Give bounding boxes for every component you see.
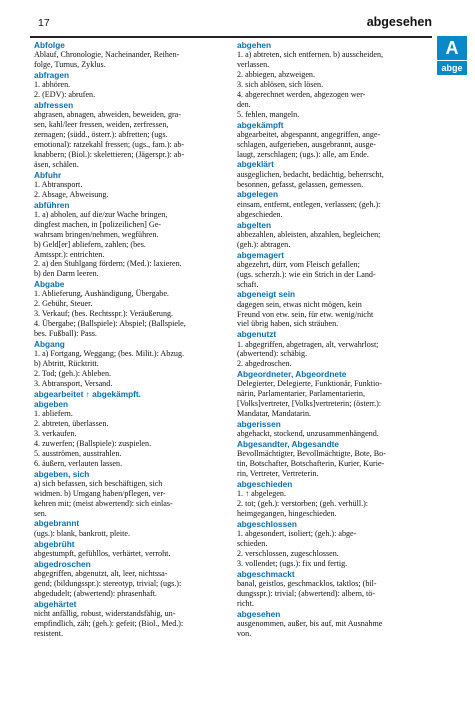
entry-definition-line: laugt, zerschlagen; (ugs.): alle, am Ende. (237, 149, 369, 159)
dictionary-entry (237, 159, 435, 189)
left-column (34, 40, 232, 639)
entry-definition-line: b) Geld[er] abliefern, zahlen; (bes. (34, 239, 146, 249)
dictionary-entry (34, 170, 232, 200)
entry-definition-line: 3. Abtransport, Versand. (34, 378, 113, 388)
entry-definition-line: (abwertend): schäbig. (237, 349, 308, 359)
entry-definition-line: Amtsspr.): entrichten. (34, 249, 105, 259)
entry-definition-line: 1. a) Fortgang, Weggang; (bes. Milit.): Abzug. (34, 349, 185, 359)
entry-definition-line: sen. (34, 508, 47, 518)
entry-definition-line: wahrsam bringen/nehmen, wegführen. (34, 229, 159, 239)
entry-definition-line: dungsspr.): trivial; (abwertend): albern, tö- (237, 589, 376, 598)
entry-headword: abgehärtet (34, 598, 77, 609)
entry-definition-line: gend; (bildungsspr.): stereotyp, trivial; (ugs.): (34, 578, 182, 588)
entry-definition-line: 2. Gebühr, Steuer. (34, 299, 93, 309)
dictionary-entry (34, 279, 232, 339)
dictionary-entry (237, 479, 435, 519)
entry-definition-line: besonnen, gefasst, gelassen, gemessen. (237, 179, 364, 189)
entry-definition-line: (ugs. scherzh.): wie ein Strich in der Land- (237, 269, 376, 279)
page-number: 17 (38, 17, 50, 29)
entry-definition-line: [Volks]vertreter, [Volks]vertreterin; (österr.): (237, 399, 382, 409)
entry-definition-line: rin, Vertreter, Vertreterin. (237, 469, 319, 479)
entry-definition-line: b) den Darm leeren. (34, 269, 99, 279)
entry-definition-line: 2. a) den Stuhlgang fördern; (Med.): laxieren. (34, 259, 182, 269)
entry-definition-line: ausgenommen, außer, bis auf, mit Ausnahme (237, 619, 383, 629)
entry-headword: abgesehen (237, 608, 281, 619)
dictionary-entry (34, 469, 232, 519)
entry-definition-line: 1. a) abtreten, sich entfernen. b) ausscheiden, (237, 50, 384, 60)
dictionary-entry (237, 609, 435, 639)
entry-definition-line: abgezehrt, dürr, vom Fleisch gefallen; (237, 259, 360, 269)
dictionary-entry (34, 599, 232, 639)
entry-headword: abgearbeitet ↑ abgekämpft. (34, 388, 141, 399)
entry-definition-line: dagegen sein, etwas nicht mögen, kein (237, 299, 362, 309)
entry-headword: abgehen (237, 40, 272, 50)
entry-definition-line: 1. ↑ abgelegen. (237, 489, 286, 499)
entry-headword: abgekämpft (237, 119, 284, 130)
entry-definition-line: abgearbeitet, abgespannt, angegriffen, ange- (237, 129, 381, 139)
entry-definition-line: bes. Fußball): Pass. (34, 329, 97, 339)
entry-definition-line: empfindlich, zäh; (geh.): gefeit; (Biol., Med.): (34, 618, 184, 628)
entry-definition-line: abgehackt, stockend, unzusammenhängend. (237, 429, 379, 439)
dictionary-entry (237, 40, 435, 120)
entry-definition-line: heimgegangen, hingeschieden. (237, 509, 337, 519)
entry-definition-line: äsen, schälen. (34, 159, 79, 169)
entry-definition-line: abbezahlen, ableisten, abzahlen, begleichen; (237, 229, 381, 239)
entry-headword: abgeschmackt (237, 568, 295, 579)
dictionary-entry (237, 369, 435, 419)
entry-definition-line: abgegriffen, abgenutzt, alt, leer, nichtssa- (34, 568, 168, 578)
dictionary-entry (237, 439, 435, 479)
entry-headword: abgeneigt sein (237, 289, 296, 300)
thumb-tab-word: abge (437, 61, 467, 75)
entry-definition-line: 1. a) abholen, auf die/zur Wache bringen, (34, 209, 168, 219)
entry-headword: abfragen (34, 70, 70, 81)
entry-definition-line: folge, Turnus, Zyklus. (34, 60, 106, 70)
dictionary-entry (237, 569, 435, 609)
entry-headword: Abfolge (34, 40, 65, 50)
entry-headword: Abgabe (34, 279, 65, 290)
entry-headword: abgeschlossen (237, 519, 297, 530)
entry-headword: Abgeordneter, Abgeordnete (237, 369, 347, 380)
entry-definition-line: knabbern; (Biol.): skelettieren; (Jägerspr.): ab- (34, 149, 185, 159)
entry-headword: Abgesandter, Abgesandte (237, 439, 340, 450)
dictionary-entry (34, 559, 232, 599)
dictionary-entry (34, 70, 232, 100)
entry-headword: abgeben, sich (34, 468, 90, 479)
entry-headword: abgemagert (237, 249, 285, 260)
entry-definition-line: 4. zuwerfen; (Ballspiele): zuspielen. (34, 438, 152, 448)
thumb-tab-letter: A (437, 36, 467, 60)
entry-definition-line: 2. (EDV): abrufen. (34, 90, 96, 100)
entry-definition-line: 3. verkaufen. (34, 429, 77, 439)
entry-definition-line: verlassen. (237, 60, 270, 70)
dictionary-entry (237, 329, 435, 369)
entry-definition-line: Bevollmächtigter, Bevollmächtigte, Bote, Bo- (237, 449, 386, 459)
entry-definition-line: banal, geistlos, geschmacklos, taktlos; (bil- (237, 579, 377, 589)
entry-definition-line: b) Abtritt, Rücktritt. (34, 359, 99, 369)
entry-definition-line: 3. vollendet; (ugs.): fix und fertig. (237, 558, 348, 568)
dictionary-entry (34, 339, 232, 389)
entry-definition-line: 2. Absage, Abweisung. (34, 189, 109, 199)
entry-headword: abgerissen (237, 419, 281, 430)
dictionary-entry (237, 189, 435, 219)
entry-headword: Abgang (34, 338, 65, 349)
entry-definition-line: einsam, entfernt, entlegen, verlassen; (geh.): (237, 199, 381, 209)
dictionary-entry (34, 40, 232, 70)
page-header (26, 13, 436, 35)
entry-headword: abgebrannt (34, 518, 80, 529)
entry-headword: abgebrüht (34, 538, 75, 549)
entry-definition-line: 3. Verkauf; (bes. Rechtsspr.): Veräußerung. (34, 309, 174, 319)
entry-headword: abgenutzt (237, 329, 277, 340)
entry-definition-line: nicht anfällig, robust, widerstandsfähig, un- (34, 608, 176, 618)
entry-definition-line: abgrasen, abnagen, abweiden, beweiden, gra- (34, 110, 181, 120)
entry-definition-line: 2. Tod; (geh.): Ableben. (34, 368, 112, 378)
entry-definition-line: 3. sich ablösen, sich lösen. (237, 79, 324, 89)
entry-definition-line: zernagen; (südd., österr.): abfretten; (ugs. (34, 130, 168, 140)
dictionary-entry (34, 200, 232, 280)
entry-definition-line: 4. Übergabe; (Ballspiele): Abspiel; (Ballspiele, (34, 319, 186, 329)
entry-headword: abgeschieden (237, 479, 293, 490)
entry-definition-line: schlagen, aufgerieben, ausgebrannt, ausge- (237, 139, 376, 149)
header-rule (30, 36, 432, 38)
entry-definition-line: schaft. (237, 279, 259, 289)
dictionary-entry (34, 539, 232, 559)
entry-definition-line: emotional): ratzekahl fressen; (ugs., fam.): ab- (34, 139, 185, 149)
dictionary-entry (34, 100, 232, 170)
entry-definition-line: den. (237, 99, 251, 109)
entry-definition-line: 2. abbiegen, abzweigen. (237, 70, 315, 80)
entry-definition-line: 2. abgedroschen. (237, 359, 292, 369)
dictionary-entry (237, 250, 435, 290)
entry-definition-line: richt. (237, 598, 254, 608)
entry-headword: abgedroschen (34, 558, 91, 569)
entry-definition-line: 1. Abtransport. (34, 179, 83, 189)
entry-headword: abgeklärt (237, 159, 274, 170)
entry-definition-line: Delegierter, Delegierte, Funktionär, Funktio- (237, 379, 382, 389)
entry-definition-line: 2. abtreten, überlassen. (34, 419, 109, 429)
entry-definition-line: Freund von etw. sein, für etw. wenig/nicht (237, 309, 374, 319)
entry-definition-line: abgestumpft, gefühllos, verhärtet, verroht. (34, 548, 171, 558)
entry-headword: abführen (34, 199, 70, 210)
entry-definition-line: Mandatar, Mandatarin. (237, 409, 312, 419)
entry-definition-line: 5. fehlen, mangeln. (237, 109, 300, 119)
right-column (237, 40, 435, 639)
entry-definition-line: a) sich befassen, sich beschäftigen, sich (34, 478, 163, 488)
dictionary-entry (237, 120, 435, 160)
entry-definition-line: 6. äußern, verlauten lassen. (34, 458, 123, 468)
entry-definition-line: 1. abhören. (34, 80, 71, 90)
dictionary-entry (34, 389, 232, 399)
entry-headword: abgelten (237, 219, 272, 230)
entry-definition-line: viel übrig haben, sich sträuben. (237, 319, 339, 329)
entry-definition-line: 4. abgerechnet werden, abgezogen wer- (237, 89, 366, 99)
entry-definition-line: sen, kahl/leer fressen, weiden, zerfressen, (34, 120, 169, 130)
entry-definition-line: 1. abgesondert, isoliert; (geh.): abge- (237, 529, 357, 539)
entry-definition-line: (geh.): abtragen. (237, 239, 291, 249)
dictionary-entry (237, 289, 435, 329)
entry-definition-line: tin, Botschafter, Botschafterin, Kurier, Kurie- (237, 459, 385, 469)
entry-definition-line: 1. abgegriffen, abgetragen, alt, verwahrlost; (237, 339, 379, 349)
entry-definition-line: abgedudelt; (abwertend): phrasenhaft. (34, 588, 157, 598)
dictionary-entry (34, 399, 232, 469)
entry-definition-line: Ablauf, Chronologie, Nacheinander, Reihen- (34, 50, 180, 60)
dictionary-entry (237, 519, 435, 569)
entry-definition-line: resistent. (34, 628, 63, 638)
entry-definition-line: abgeschieden. (237, 209, 283, 219)
entry-definition-line: ausgeglichen, bedacht, bedächtig, beherrscht, (237, 169, 384, 179)
entry-definition-line: 5. ausströmen, ausstrahlen. (34, 448, 122, 458)
entry-headword: abgelegen (237, 189, 279, 200)
dictionary-entry (237, 220, 435, 250)
entry-definition-line: 1. Ablieferung, Aushändigung, Übergabe. (34, 289, 169, 299)
entry-definition-line: von. (237, 628, 252, 638)
entry-definition-line: närin, Parlamentarier, Parlamentarierin, (237, 389, 365, 399)
entry-definition-line: schieden. (237, 539, 268, 549)
thumb-index-tab (437, 36, 467, 76)
entry-headword: abgeben (34, 399, 69, 409)
entry-headword: abfressen (34, 100, 74, 111)
entry-definition-line: 2. tot; (geh.): verstorben; (geh. verhüll.): (237, 499, 369, 509)
entry-definition-line: 2. verschlossen, zugeschlossen. (237, 549, 339, 559)
entry-headword: Abfuhr (34, 169, 62, 180)
entry-definition-line: (ugs.): blank, bankrott, pleite. (34, 528, 130, 538)
dictionary-entry (34, 518, 232, 538)
entry-definition-line: kehren mit; (meist abwertend): sich einlas- (34, 498, 173, 508)
running-headword: abgesehen (366, 15, 432, 29)
entry-definition-line: 1. abliefern. (34, 409, 73, 419)
dictionary-entry (237, 419, 435, 439)
entry-definition-line: widmen. b) Umgang haben/pflegen, ver- (34, 488, 166, 498)
entry-definition-line: dingfest machen, in [polizeilichen] Ge- (34, 219, 161, 229)
